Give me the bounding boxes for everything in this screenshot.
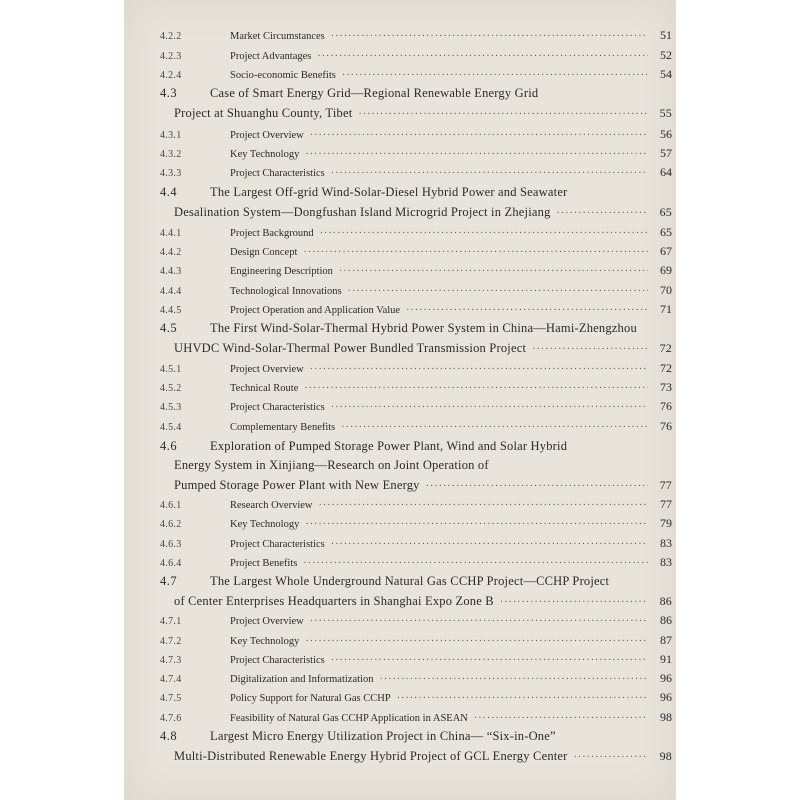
dot-leader <box>426 481 648 492</box>
toc-entry-title: Policy Support for Natural Gas CCHP <box>230 693 391 704</box>
toc-subsection-entry <box>124 146 676 161</box>
toc-subsection-entry <box>124 48 676 63</box>
toc-subsection-entry <box>124 497 676 512</box>
toc-subsection-entry <box>124 536 676 551</box>
dot-leader <box>331 655 648 666</box>
toc-entry-title: Project Background <box>230 228 314 239</box>
toc-page-number: 86 <box>659 594 672 608</box>
toc-subsection-entry <box>124 67 676 82</box>
toc-section-entry <box>124 321 676 336</box>
toc-entry-title: Project Characteristics <box>230 655 325 666</box>
toc-entry-number: 4.6.4 <box>160 558 182 569</box>
toc-page-number: 65 <box>659 205 672 219</box>
toc-entry-number: 4.4.3 <box>160 266 182 277</box>
toc-entry-title: Project Overview <box>230 616 304 627</box>
toc-subsection-entry <box>124 225 676 240</box>
toc-page-number: 87 <box>660 633 672 647</box>
dot-leader <box>474 713 648 724</box>
dot-leader <box>320 228 648 239</box>
toc-page-number: 98 <box>660 710 672 724</box>
toc-entry-title: Project Overview <box>230 130 304 141</box>
toc-subsection-entry <box>124 710 676 725</box>
dot-leader <box>557 208 648 219</box>
toc-entry-number: 4.7 <box>160 574 178 588</box>
toc-subsection-entry <box>124 671 676 686</box>
toc-page-number: 76 <box>660 399 672 413</box>
toc-page-number: 55 <box>659 106 672 120</box>
toc-section-entry <box>124 574 676 589</box>
dot-leader <box>358 109 648 120</box>
toc-entry-number: 4.6.2 <box>160 519 182 530</box>
toc-entry-number: 4.6 <box>160 439 178 453</box>
toc-entry-title: Project Characteristics <box>230 402 325 413</box>
toc-subsection-entry <box>124 399 676 414</box>
toc-entry-title: Energy System in Xinjiang—Research on Joint Operation of <box>174 458 489 472</box>
toc-page-number: 69 <box>660 263 672 277</box>
toc-entry-title: The Largest Whole Underground Natural Gas CCHP Project—CCHP Project <box>210 574 610 588</box>
toc-entry-title: Project Characteristics <box>230 539 325 550</box>
toc-entry-title: Project at Shuanghu County, Tibet <box>174 106 353 120</box>
toc-entry-title: Project Benefits <box>230 558 298 569</box>
dot-leader <box>500 597 648 608</box>
toc-entry-title: Complementary Benefits <box>230 422 336 433</box>
toc-entry-number: 4.3.3 <box>160 168 182 179</box>
toc-entry-number: 4.5.1 <box>160 364 182 375</box>
toc-entry-title: Project Characteristics <box>230 168 325 179</box>
toc-entry-number: 4.7.5 <box>160 693 182 704</box>
toc-page-number: 96 <box>660 690 672 704</box>
toc-page-number: 76 <box>660 419 672 433</box>
toc-entry-number: 4.5.3 <box>160 402 182 413</box>
toc-subsection-entry <box>124 283 676 298</box>
toc-section-entry <box>124 439 676 454</box>
toc-section-entry <box>124 86 676 101</box>
toc-page-number: 73 <box>660 380 672 394</box>
toc-entry-number: 4.2.3 <box>160 51 182 62</box>
toc-entry-number: 4.4.4 <box>160 286 182 297</box>
toc-entry-title: Project Overview <box>230 364 304 375</box>
dot-leader <box>341 422 648 433</box>
dot-leader <box>348 286 648 297</box>
toc-entry-number: 4.8 <box>160 729 178 743</box>
dot-leader <box>304 383 648 394</box>
toc-entry-title: Exploration of Pumped Storage Power Plant, Wind and Solar Hybrid <box>210 439 568 453</box>
dot-leader <box>406 305 648 316</box>
toc-page-number: 51 <box>660 28 672 42</box>
toc-entry-title: The First Wind-Solar-Thermal Hybrid Power System in China—Hami-Zhengzhou <box>210 321 637 335</box>
toc-subsection-entry <box>124 244 676 259</box>
toc-entry-number: 4.4.2 <box>160 247 182 258</box>
toc-entry-title: Engineering Description <box>230 266 333 277</box>
toc-entry-number: 4.3.2 <box>160 149 182 160</box>
toc-entry-title: Key Technology <box>230 636 300 647</box>
toc-page-number: 83 <box>660 536 672 550</box>
toc-entry-title: Market Circumstances <box>230 31 325 42</box>
toc-entry-number: 4.3.1 <box>160 130 182 141</box>
toc-page-number: 72 <box>659 341 672 355</box>
toc-entry-number: 4.7.1 <box>160 616 182 627</box>
toc-entry-number: 4.2.2 <box>160 31 182 42</box>
toc-entry-title: Key Technology <box>230 519 300 530</box>
toc-entry-number: 4.5.4 <box>160 422 182 433</box>
toc-entry-number: 4.5.2 <box>160 383 182 394</box>
toc-entry-title: Project Operation and Application Value <box>230 305 401 316</box>
toc-entry-number: 4.5 <box>160 321 178 335</box>
toc-page-number: 54 <box>660 67 672 81</box>
toc-subsection-entry <box>124 127 676 142</box>
dot-leader <box>303 558 648 569</box>
toc-entry-number: 4.4 <box>160 185 178 199</box>
toc-subsection-entry <box>124 419 676 434</box>
toc-entry-title: Key Technology <box>230 149 300 160</box>
toc-entry-title: of Center Enterprises Headquarters in Shanghai Expo Zone B <box>174 594 494 608</box>
toc-subsection-entry <box>124 28 676 43</box>
toc-subsection-entry <box>124 555 676 570</box>
toc-subsection-entry <box>124 690 676 705</box>
toc-subsection-entry <box>124 361 676 376</box>
toc-continuation-line <box>124 341 676 356</box>
dot-leader <box>339 266 648 277</box>
dot-leader <box>319 500 648 511</box>
toc-page-number: 91 <box>660 652 672 666</box>
dot-leader <box>379 674 648 685</box>
toc-page-number: 56 <box>660 127 672 141</box>
toc-continuation-line <box>124 205 676 220</box>
toc-entry-title: Project Advantages <box>230 51 312 62</box>
toc-entry-title: Design Concept <box>230 247 298 258</box>
dot-leader <box>574 752 648 763</box>
toc-entry-title: Case of Smart Energy Grid—Regional Renewable Energy Grid <box>210 86 539 100</box>
toc-continuation-line <box>124 749 676 764</box>
toc-page-number: 98 <box>659 749 672 763</box>
book-page <box>124 0 676 800</box>
dot-leader <box>342 70 648 81</box>
toc-page-number: 86 <box>660 613 672 627</box>
toc-subsection-entry <box>124 613 676 628</box>
dot-leader <box>305 519 648 530</box>
toc-entry-title: Largest Micro Energy Utilization Project in China— “Six-in-One” <box>210 729 556 743</box>
toc-subsection-entry <box>124 516 676 531</box>
toc-page-number: 52 <box>660 48 672 62</box>
toc-subsection-entry <box>124 165 676 180</box>
toc-entry-number: 4.7.4 <box>160 674 182 685</box>
dot-leader <box>305 636 648 647</box>
toc-section-entry <box>124 729 676 744</box>
toc-entry-title: Multi-Distributed Renewable Energy Hybrid Project of GCL Energy Center <box>174 749 568 763</box>
toc-entry-number: 4.2.4 <box>160 70 182 81</box>
toc-page-number: 71 <box>660 302 672 316</box>
dot-leader <box>331 402 648 413</box>
toc-entry-number: 4.7.3 <box>160 655 182 666</box>
toc-entry-title: The Largest Off-grid Wind-Solar-Diesel Hybrid Power and Seawater <box>210 185 568 199</box>
toc-entry-title: Pumped Storage Power Plant with New Energy <box>174 478 420 492</box>
toc-entry-number: 4.3 <box>160 86 178 100</box>
toc-page-number: 70 <box>660 283 672 297</box>
toc-page-number: 57 <box>660 146 672 160</box>
toc-entry-title: Desalination System—Dongfushan Island Microgrid Project in Zhejiang <box>174 205 551 219</box>
dot-leader <box>310 616 648 627</box>
toc-continuation-line <box>124 458 676 473</box>
toc-page-number: 64 <box>660 165 672 179</box>
toc-subsection-entry <box>124 633 676 648</box>
toc-section-entry <box>124 185 676 200</box>
toc-page-number: 65 <box>660 225 672 239</box>
toc-entry-title: UHVDC Wind-Solar-Thermal Power Bundled Transmission Project <box>174 341 527 355</box>
toc-entry-title: Feasibility of Natural Gas CCHP Application in ASEAN <box>230 713 468 724</box>
toc-subsection-entry <box>124 652 676 667</box>
toc-entry-number: 4.4.1 <box>160 228 182 239</box>
toc-subsection-entry <box>124 380 676 395</box>
toc-page-number: 67 <box>660 244 672 258</box>
dot-leader <box>303 247 648 258</box>
toc-entry-title: Technological Innovations <box>230 286 342 297</box>
toc-entry-number: 4.6.3 <box>160 539 182 550</box>
dot-leader <box>331 31 648 42</box>
toc-page-number: 83 <box>660 555 672 569</box>
dot-leader <box>331 539 648 550</box>
toc-page-number: 79 <box>660 516 672 530</box>
dot-leader <box>317 51 648 62</box>
toc-entry-title: Digitalization and Informatization <box>230 674 374 685</box>
table-of-contents <box>124 0 676 800</box>
toc-page-number: 77 <box>660 497 672 511</box>
toc-entry-number: 4.7.2 <box>160 636 182 647</box>
toc-entry-number: 4.7.6 <box>160 713 182 724</box>
toc-continuation-line <box>124 106 676 121</box>
toc-continuation-line <box>124 594 676 609</box>
dot-leader <box>305 149 648 160</box>
toc-entry-title: Technical Route <box>230 383 299 394</box>
toc-page-number: 77 <box>659 478 672 492</box>
dot-leader <box>310 364 648 375</box>
toc-page-number: 96 <box>660 671 672 685</box>
toc-entry-title: Socio-economic Benefits <box>230 70 336 81</box>
toc-continuation-line <box>124 478 676 493</box>
toc-subsection-entry <box>124 263 676 278</box>
dot-leader <box>310 130 648 141</box>
dot-leader <box>397 693 648 704</box>
toc-entry-number: 4.4.5 <box>160 305 182 316</box>
toc-page-number: 72 <box>660 361 672 375</box>
toc-entry-title: Research Overview <box>230 500 313 511</box>
toc-subsection-entry <box>124 302 676 317</box>
dot-leader <box>331 168 648 179</box>
dot-leader <box>532 344 648 355</box>
toc-entry-number: 4.6.1 <box>160 500 182 511</box>
